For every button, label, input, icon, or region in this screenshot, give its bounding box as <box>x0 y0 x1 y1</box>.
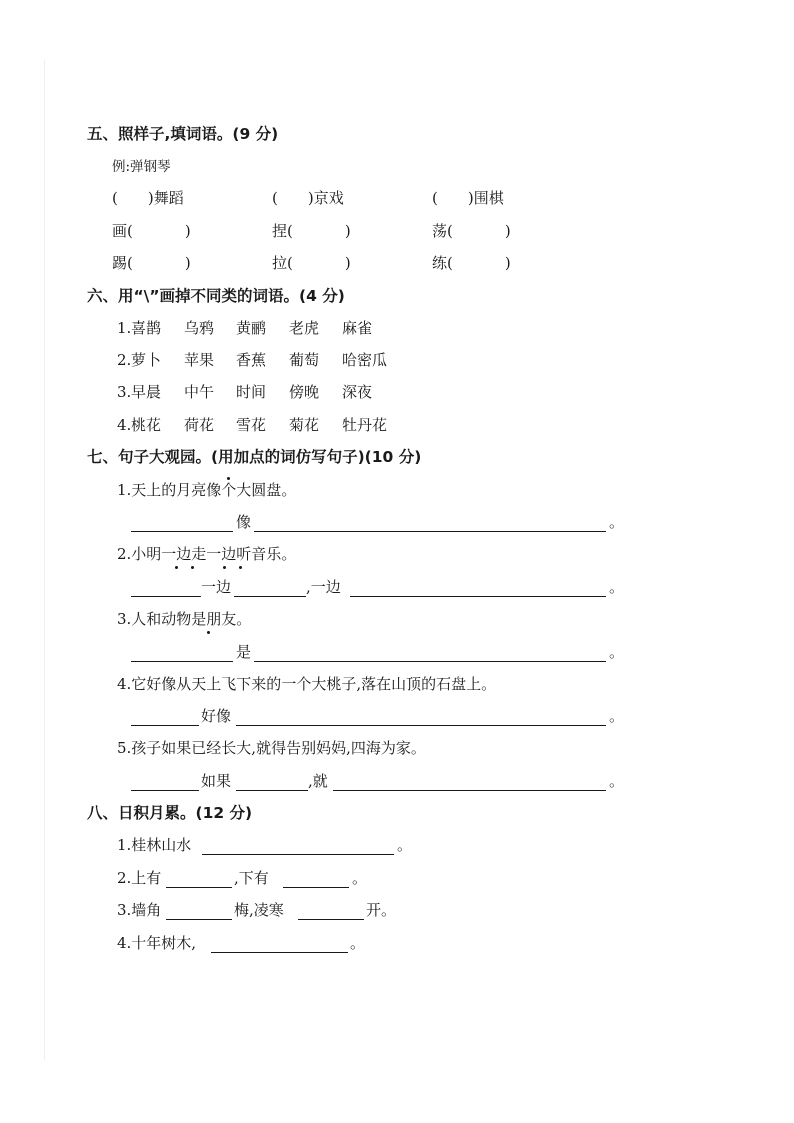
example-sentence: 4.它好像从天上飞下来的一个大桃子,落在山顶的石盘上。 <box>117 675 497 693</box>
fill-item[interactable]: 捏( ) <box>272 222 351 240</box>
fill-item[interactable]: ( )京戏 <box>272 189 344 207</box>
word[interactable]: 萝卜 <box>131 351 162 369</box>
example-sentence: 3.人和动物是朋友。 <box>117 610 252 628</box>
example-sentence: 2.小明一边走一边听音乐。 <box>117 545 297 563</box>
template-word: 如果 <box>201 772 232 790</box>
word[interactable]: 老虎 <box>289 319 320 337</box>
example-sentence: 5.孩子如果已经长大,就得告别妈妈,四海为家。 <box>117 739 426 757</box>
period: 。 <box>609 578 625 596</box>
page-edge <box>44 60 45 1060</box>
fill-item[interactable]: ( )围棋 <box>432 189 504 207</box>
answer-blank[interactable] <box>166 919 232 920</box>
template-word: 像 <box>236 513 252 531</box>
answer-blank[interactable] <box>236 725 606 726</box>
word-row-number: 3. <box>117 383 132 401</box>
fill-item[interactable]: 踢( ) <box>112 254 191 272</box>
template-word: 好像 <box>201 707 232 725</box>
word[interactable]: 麻雀 <box>342 319 373 337</box>
answer-blank[interactable] <box>131 661 233 662</box>
period: 。 <box>609 513 625 531</box>
word[interactable]: 黄鹂 <box>236 319 267 337</box>
answer-blank[interactable] <box>166 887 232 888</box>
word[interactable]: 苹果 <box>184 351 215 369</box>
template-word: 一边 <box>201 578 232 596</box>
recall-prompt: 4.十年树木, <box>117 934 197 952</box>
emphasis-dot <box>207 631 210 634</box>
emphasis-dot <box>239 566 242 569</box>
emphasis-dot <box>191 566 194 569</box>
word[interactable]: 时间 <box>236 383 267 401</box>
word[interactable]: 菊花 <box>289 416 320 434</box>
recall-prompt: 2.上有 <box>117 869 162 887</box>
word[interactable]: 荷花 <box>184 416 215 434</box>
word[interactable]: 深夜 <box>342 383 373 401</box>
example-sentence: 1.天上的月亮像个大圆盘。 <box>117 481 297 499</box>
word[interactable]: 哈密瓜 <box>342 351 388 369</box>
answer-blank[interactable] <box>131 725 199 726</box>
period: 。 <box>609 772 625 790</box>
word[interactable]: 香蕉 <box>236 351 267 369</box>
recall-prompt: 1.桂林山水 <box>117 836 192 854</box>
answer-blank[interactable] <box>211 952 348 953</box>
answer-blank[interactable] <box>131 531 233 532</box>
word[interactable]: 中午 <box>184 383 215 401</box>
recall-prompt: 梅,凌寒 <box>234 901 284 919</box>
word[interactable]: 桃花 <box>131 416 162 434</box>
template-word: 是 <box>236 643 252 661</box>
emphasis-dot <box>223 566 226 569</box>
section-8-title: 八、日积月累。(12 分) <box>87 804 253 822</box>
recall-prompt: 开。 <box>366 901 397 919</box>
period: 。 <box>609 707 625 725</box>
fill-item[interactable]: ( )舞蹈 <box>112 189 184 207</box>
answer-blank[interactable] <box>333 790 606 791</box>
section-5-title: 五、照样子,填词语。(9 分) <box>87 125 279 143</box>
answer-blank[interactable] <box>131 596 201 597</box>
word[interactable]: 早晨 <box>131 383 162 401</box>
fill-item[interactable]: 荡( ) <box>432 222 511 240</box>
template-word: ,就 <box>308 772 328 790</box>
word[interactable]: 傍晚 <box>289 383 320 401</box>
word-row-number: 1. <box>117 319 132 337</box>
answer-blank[interactable] <box>254 531 606 532</box>
word[interactable]: 雪花 <box>236 416 267 434</box>
answer-blank[interactable] <box>202 854 394 855</box>
answer-blank[interactable] <box>298 919 364 920</box>
fill-item[interactable]: 画( ) <box>112 222 191 240</box>
word[interactable]: 喜鹊 <box>131 319 162 337</box>
template-word: ,一边 <box>306 578 341 596</box>
emphasis-dot <box>175 566 178 569</box>
recall-prompt: ,下有 <box>234 869 269 887</box>
recall-prompt: 3.墙角 <box>117 901 162 919</box>
period: 。 <box>350 934 366 952</box>
fill-item[interactable]: 拉( ) <box>272 254 351 272</box>
period: 。 <box>397 836 413 854</box>
word[interactable]: 葡萄 <box>289 351 320 369</box>
word-row-number: 4. <box>117 416 132 434</box>
answer-blank[interactable] <box>254 661 606 662</box>
fill-item[interactable]: 练( ) <box>432 254 511 272</box>
period: 。 <box>352 869 368 887</box>
answer-blank[interactable] <box>234 596 306 597</box>
answer-blank[interactable] <box>236 790 308 791</box>
answer-blank[interactable] <box>350 596 606 597</box>
answer-blank[interactable] <box>283 887 349 888</box>
word[interactable]: 牡丹花 <box>342 416 388 434</box>
answer-blank[interactable] <box>131 790 199 791</box>
emphasis-dot <box>227 477 230 480</box>
period: 。 <box>609 643 625 661</box>
word[interactable]: 乌鸦 <box>184 319 215 337</box>
section-6-title: 六、用“\”画掉不同类的词语。(4 分) <box>87 287 345 305</box>
word-row-number: 2. <box>117 351 132 369</box>
section-7-title: 七、句子大观园。(用加点的词仿写句子)(10 分) <box>87 448 422 466</box>
section-5-example: 例:弹钢琴 <box>112 159 171 175</box>
